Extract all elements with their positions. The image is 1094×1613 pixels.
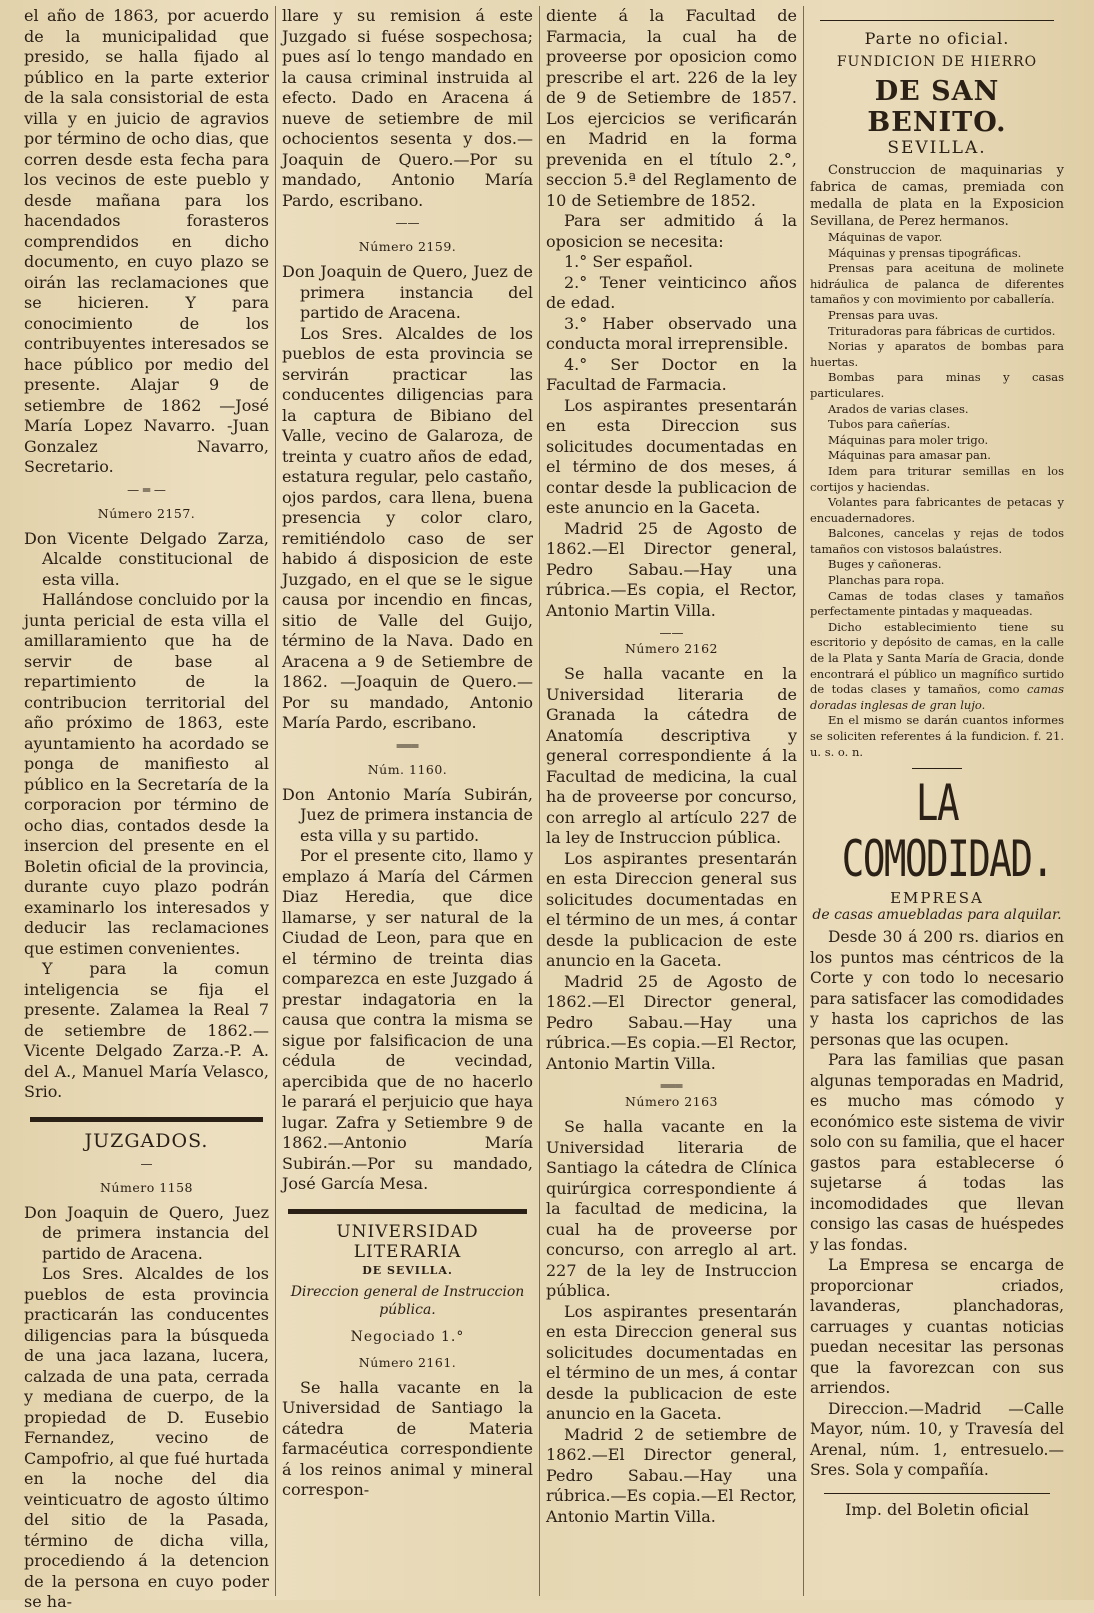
product-item: Trituradoras para fábricas de curtidos. — [828, 323, 1056, 338]
ad-body: La Empresa se encarga de proporcionar criados, lavanderas, planchadoras, carruages y cuantas noticias puedan necesitar las personas que la favorezcan con sus arriendos. — [810, 1256, 1064, 1398]
ad-dicho-text: Dicho establecimiento tiene su escritorio y depósito de camas, en la calle de la Plata y Santa María de Gracia, donde encontrará el público un magnífico surtido de todas clases y tamaños, como — [810, 619, 1064, 697]
notice-body: llare y su remision á este Juzgado si fuése sospechosa; pues así lo tengo mandado en la causa criminal instruida al efecto. Dado en Aracena á nueve de setiembre de mil ochocientos sesenta y dos.—Joaquin de Quero.—Por su mandado, Antonio María Pardo, escribano. — [282, 6, 533, 210]
notice-body: Se halla vacante en la Universidad literaria de Santiago la cátedra de Clínica quirúrgica correspondiente á la facultad de medicina, la cual ha de proveerse por concurso, con arreglo al art. 227 de la ley de Instruccion pública. — [546, 1117, 797, 1300]
section-rule — [30, 1117, 263, 1122]
product-list — [810, 230, 1064, 620]
notice-heading: Don Joaquin de Quero, Juez de primera instancia del partido de Aracena. — [282, 262, 533, 322]
footer-rule — [824, 1493, 1050, 1494]
product-item: Buges y cañoneras. — [828, 557, 942, 572]
column-3 — [540, 6, 804, 1596]
ad-dicho-italic: camas doradas inglesas de gran lujo. — [810, 682, 1064, 712]
notice-heading: Don Vicente Delgado Zarza, Alcalde constitucional de esta villa. — [24, 528, 269, 589]
notice-number: Número 2162 — [624, 641, 719, 656]
notice-body: Los aspirantes presentarán en esta Direccion general sus solicitudes documentadas en el término de un mes, á contar desde la publicacion de este anuncio en la Gaceta. — [546, 1301, 797, 1423]
notice-body: Los aspirantes presentarán en esta Direccion general sus solicitudes documentadas en el término de un mes, á contar desde la publicacion de este anuncio en la Gaceta. — [546, 848, 797, 970]
notice-number: Número 2159. — [358, 239, 457, 254]
product-item: Planchas para ropa. — [828, 573, 945, 588]
sevilla-title: SEVILLA. — [887, 138, 987, 158]
empresa-tagline: de casas amuebladas para alquilar. — [812, 907, 1062, 924]
product-item: Máquinas para amasar pan. — [828, 448, 991, 463]
requirement: 3.° Haber observado una conducta moral irreprensible. — [546, 313, 797, 353]
ad-intro: Construccion de maquinarias y fabrica de camas, premiada con medalla de plata en la Exposicion Sevillana, de Perez hermanos. — [810, 163, 1064, 229]
notice-body: Se halla vacante en la Universidad de Santiago la cátedra de Materia farmacéutica correspondiente á los reinos animal y mineral correspon- — [282, 1377, 533, 1499]
requirement: 2.° Tener veinticinco años de edad. — [546, 272, 797, 312]
top-rule — [820, 20, 1054, 21]
separator: ═══ — [396, 738, 419, 753]
comodidad-title: LA COMODIDAD. — [841, 774, 1053, 889]
notice-body: Los aspirantes presentarán en esta Direccion sus solicitudes documentadas en el término de dos meses, á contar desde la publicacion de este anuncio en la Gaceta. — [546, 395, 797, 517]
ad-body: Desde 30 á 200 rs. diarios en los puntos mas céntricos de la Corte y con todo lo necesario para satisfacer las comodidades y hasta los caprichos de las personas que las ocupen. — [810, 928, 1064, 1049]
product-item: Máquinas y prensas tipográficas. — [828, 245, 1022, 260]
notice-body: Madrid 25 de Agosto de 1862.—El Director general, Pedro Sabau.—Hay una rúbrica.—Es copia.—El Rector, Antonio Martin Villa. — [546, 971, 797, 1073]
product-item: Idem para triturar semillas en los cortijos y haciendas. — [810, 463, 1064, 494]
negociado-title: Negociado 1.° — [350, 1328, 465, 1345]
product-item: Balcones, cancelas y rejas de todos tamaños con vistosos balaústres. — [810, 526, 1064, 556]
ad-body: Direccion.—Madrid —Calle Mayor, núm. 10, y Travesía del Arenal, núm. 1, entresuelo.—Sres. Sola y compañía. — [810, 1399, 1064, 1480]
ad-body: Para las familias que pasan algunas temporadas en Madrid, es mucho mas cómodo y económico este sistema de vivir solo con su familia, que el hacer gastos para establecerse ó sujetarse á todas las incomodidades que llevan consigo las casas de huéspedes y las fondas. — [810, 1051, 1064, 1254]
notice-body: Los Sres. Alcaldes de los pueblos de esta provincia se servirán practicar las conducentes diligencias para la captura de Bibiano del Valle, vecino de Galaroza, de treinta y cuatro años de edad, estatura regular, pelo castaño, ojos pardos, cara llena, buena presencia y color claro, remitiéndolo caso de ser habido á disposicion de este Juzgado, en el que se le sigue causa por incendio en fincas, sitio de Valle del Guijo, término de la Nava. Dado en Aracena a 9 de Setiembre de 1862. —Joaquin de Quero.—Por su mandado, Antonio María Pardo, escribano. — [282, 323, 533, 732]
product-item: Norias y aparatos de bombas para huertas. — [810, 339, 1064, 369]
section-subtitle: DE SEVILLA. — [362, 1263, 453, 1277]
section-rule — [288, 1209, 527, 1214]
notice-body: Madrid 25 de Agosto de 1862.—El Director general, Pedro Sabau.—Hay una rúbrica.—Es copia, el Rector, Antonio Martin Villa. — [546, 518, 797, 620]
notice-body: diente á la Facultad de Farmacia, la cual ha de proveerse por oposicion como prescribe el art. 226 de la ley de 9 de Setiembre de 1857. Los ejercicios se verificarán en Madrid en la forma prevenida en el título 2.°, seccion 5.ª del Reglamento de 10 de Setiembre de 1852. — [546, 6, 797, 210]
separator: —— — [395, 216, 420, 230]
separator: —— — [659, 626, 684, 640]
separator — [912, 768, 962, 769]
empresa-title: EMPRESA — [890, 889, 984, 908]
product-item: Tubos para cañerías. — [828, 417, 951, 432]
section-title-juzgados: JUZGADOS. — [84, 1129, 209, 1152]
product-item: Máquinas para moler trigo. — [828, 432, 989, 447]
separator: — ═ — — [127, 482, 166, 497]
notice-body: Para ser admitido á la oposicion se necesita: — [546, 211, 797, 251]
ad-dicho — [810, 620, 1064, 714]
notice-body: Hallándose concluido por la junta pericial de esta villa el amillaramiento que ha de servir de base al repartimiento de la contribucion territorial del año próximo de 1863, este ayuntamiento ha acordado se ponga de manifiesto al público en la Secretaría de la corporacion por término de ocho dias, contados desde la insercion del presente en el Boletin oficial de la provincia, durante cuyo plazo podrán examinarlo los interesados y deducir las reclamaciones que estimen convenientes. — [24, 590, 269, 958]
notice-body: Madrid 2 de setiembre de 1862.—El Director general, Pedro Sabau.—Hay una rúbrica.—Es copia.—El Rector, Antonio Martin Villa. — [546, 1424, 797, 1526]
notice-number: Número 2161. — [358, 1354, 457, 1370]
separator: — — [140, 1156, 153, 1171]
columns — [18, 6, 1082, 1611]
notice-number: Número 2157. — [97, 505, 196, 521]
separator: ═══ — [660, 1079, 683, 1093]
column-4 — [804, 6, 1070, 1596]
ad-en-el-mismo: En el mismo se darán cuantos informes se soliciten referentes á la fundicion. f. 21. u. s. o. n. — [810, 713, 1064, 759]
notice-body: Y para la comun inteligencia se fija el presente. Zalamea la Real 7 de setiembre de 1862.—Vicente Delgado Zarza.-P. A. del A., Manuel María Velasco, Srio. — [24, 959, 269, 1101]
notice-heading: Don Joaquin de Quero, Juez de primera instancia del partido de Aracena. — [24, 1202, 269, 1263]
requirement: 4.° Ser Doctor en la Facultad de Farmacia. — [546, 354, 797, 394]
notice-number: Núm. 1160. — [367, 761, 448, 777]
notice-heading: Don Antonio María Subirán, Juez de primera instancia de esta villa y su partido. — [282, 784, 533, 845]
product-item: Arados de varias clases. — [828, 401, 969, 416]
notice-number: Número 1158 — [99, 1179, 194, 1195]
column-1 — [18, 6, 276, 1611]
fundicion-title: FUNDICION DE HIERRO — [836, 54, 1038, 70]
product-item: Prensas para uvas. — [828, 307, 939, 322]
san-benito-title: DE SAN BENITO. — [867, 76, 1007, 138]
requirement: 1.° Ser español. — [564, 252, 694, 271]
parte-no-oficial-title: Parte no oficial. — [864, 29, 1010, 48]
column-2 — [276, 6, 540, 1596]
notice-body: Los Sres. Alcaldes de los pueblos de esta provincia practicarán las conducentes diligencias para la búsqueda de una jaca lazana, lucera, calzada de una pata, cerrada y mediana de cuerpo, de la propiedad de D. Eusebio Fernandez, vecino de Campofrio, al que fué hurtada en la noche del dia veinticuatro de agosto último del sitio de la Pasada, término de dicha villa, procediendo á la detencion de la persona en cuyo poder se ha- — [24, 1264, 269, 1611]
notice-body: Se halla vacante en la Universidad literaria de Granada la cátedra de Anatomía descriptiva y general correspondiente á la Facultad de medicina, la cual ha de proveerse por concurso, con arreglo al artículo 227 de la ley de Instruccion pública. — [546, 664, 797, 847]
printer-footer: Imp. del Boletin oficial — [845, 1499, 1029, 1519]
product-item: Camas de todas clases y tamaños perfectamente pintadas y maqueadas. — [810, 588, 1064, 619]
product-item: Volantes para fabricantes de petacas y encuadernadores. — [810, 495, 1064, 525]
notice-body: Por el presente cito, llamo y emplazo á María del Cármen Diaz Heredia, que dice llamarse, y ser natural de la Ciudad de Leon, para que en el término de treinta dias comparezca en este Juzgado á prestar indagatoria en la causa que contra la misma se sigue por falsificacion de una cédula de vecindad, apercibida que de no hacerlo le parará el perjuicio que haya lugar. Zafra y Setiembre 9 de 1862.—Antonio María Subirán.—Por su mandado, José García Mesa. — [282, 846, 533, 1193]
notice-number: Número 2163 — [624, 1094, 719, 1109]
product-item: Prensas para aceituna de molinete hidráulica de palanca de diferentes tamaños y con movimiento por caballería. — [810, 261, 1064, 307]
notice-alajar: el año de 1863, por acuerdo de la municipalidad que presido, se halla fijado al público en la parte exterior de la sala consistorial de esta villa y en juicio de agravios por término de ocho dias, que corren desde esta fecha para los vecinos de este pueblo y desde mañana para los hacendados forasteros comprendidos en dicho documento, en cuyo plazo se oirán las reclamaciones que se hicieren. Y para conocimiento de los contribuyentes interesados se hace público por medio del presente. Alajar 9 de setiembre de 1862 —José María Lopez Navarro. -Juan Gonzalez Navarro, Secretario. — [24, 6, 269, 476]
product-item: Máquinas de vapor. — [828, 230, 943, 244]
product-item: Bombas para minas y casas particulares. — [810, 370, 1064, 400]
direccion-title: Direccion general de Instruccion pública. — [290, 1283, 525, 1318]
section-title-universidad: UNIVERSIDAD LITERARIA — [336, 1221, 479, 1262]
